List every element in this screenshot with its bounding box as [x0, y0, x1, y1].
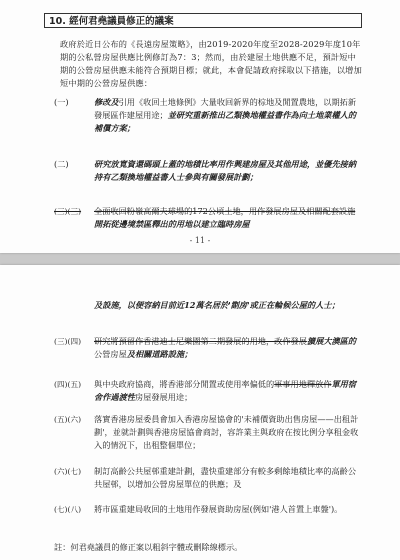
item-1-added-end: 並研究重新推出乙類換地權益書作為向土地業權人的補償方案； — [94, 110, 357, 133]
document-page-1 — [0, 0, 400, 253]
item-7-number: (六)(七) — [54, 467, 82, 476]
item-5-number: (四)(五) — [54, 380, 82, 389]
item-5-added-text: 軍用宿舍作過渡性 — [94, 379, 357, 402]
item-3-number: (三)(三) — [54, 207, 82, 216]
item-5-text — [94, 378, 359, 404]
item-1-added-start: 修改及 — [94, 97, 119, 107]
footnote-text: 何君堯議員的修正案以粗斜字體或刪除線標示。 — [70, 542, 243, 552]
item-3-text — [94, 205, 359, 231]
item-1-number: (一) — [54, 97, 69, 107]
item-3-deleted-text: 全面收回粉嶺高爾夫球場的172公頃土地，用作發展房屋及相關配套設施 — [94, 206, 356, 216]
item-4-deleted-text: 研究將預留作香港迪士尼樂園第二期發展的用地，改作發展 — [94, 336, 307, 346]
document-page-2 — [0, 265, 400, 560]
item-2-number: (二) — [54, 159, 69, 169]
item-3-added-text: 開拓從邊境禁區釋出的用地以建立臨時房屋 — [94, 219, 250, 229]
item-3-continued: 及設施，以便容納目前近12萬名居於'劏房'或正在輪候公屋的人士； — [94, 300, 340, 310]
item-1-text — [94, 96, 359, 135]
item-6-text: 落實香港房屋委員會加入香港房屋協會的'未補價資助出售房屋——出租計劃'，並就計劃與香港房屋協會商討，容許業主與政府在按比例分享租金收入的情況下，出租整個單位； — [94, 414, 359, 450]
item-5-plain-end: 房屋發展用途； — [134, 392, 193, 402]
item-4-added-text: 擴展大澳區的 — [306, 336, 357, 346]
item-7-text: 制訂高齡公共屋邨重建計劃，盡快重建部分有較多剩餘地積比率的高齡公共屋邨，以增加公營房屋單位的供應；及 — [94, 466, 357, 489]
intro-paragraph: 政府於近日公布的《長遠房屋策略》，由2019-2020年度至2028-2029年度10年期的公私營房屋供應比例修訂為7：3；然而，由於建屋土地供應不足，預計短中期的公營房屋供應未能符合預期目標；就此，本會促請政府採取以下措施，以增加短中期的公營房屋供應： — [60, 39, 362, 88]
item-4-text — [94, 335, 359, 361]
item-4-number: (三)(四) — [54, 337, 82, 346]
item-2-text: 研究放寬資還碼頭上蓋的地積比率用作興建房屋及其他用途，並優先接納持有乙類換地權益書人士參與有關發展計劃； — [94, 159, 357, 182]
motion-title: 10. 經何君堯議員修正的議案 — [44, 13, 362, 28]
page-number: - 11 - — [189, 236, 211, 245]
footnote-label: 註： — [54, 542, 71, 552]
item-5-plain-start: 與中央政府協商，將香港部分閒置或使用率偏低的 — [94, 379, 275, 389]
item-4-added-end: 及相關道路設施； — [126, 349, 193, 359]
footnote — [54, 541, 364, 554]
item-4-plain-text: 公營房屋 — [94, 349, 127, 359]
item-8-number: (七)(八) — [54, 505, 82, 514]
item-6-number: (五)(六) — [54, 415, 82, 424]
item-1-body: 引用《收回土地條例》大量收回新界的棕地及閒置農地，以期拓新發展區作建屋用途； — [94, 97, 357, 120]
item-5-deleted-text: 軍事用地釋放作 — [274, 379, 332, 389]
item-8-text: 將市區重建局收回的土地用作發展資助房屋(例如'港人首置上車盤')。 — [94, 504, 343, 514]
